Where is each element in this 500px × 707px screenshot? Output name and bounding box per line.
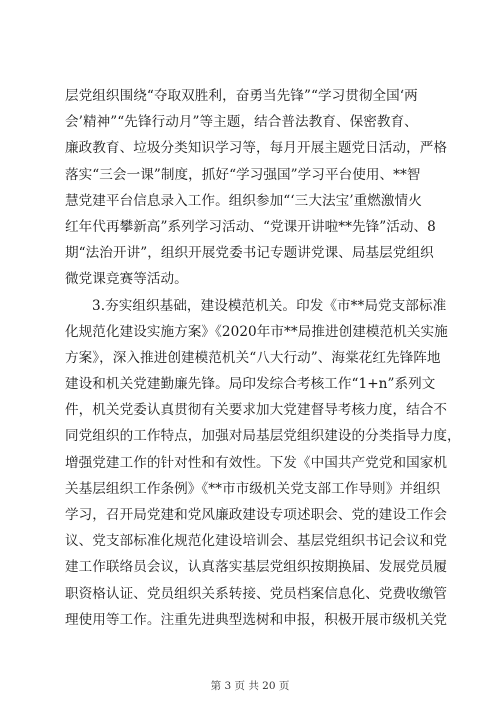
- text-line: 方案》，深入推进创建模范机关“八大行动”、海棠花红先锋阵地: [65, 349, 441, 366]
- text-line: 化规范化建设实施方案》《2020年市**局推进创建模范机关实施: [65, 323, 448, 340]
- text-line: 职资格认证、党员组织关系转接、党员档案信息化、党费收缴管: [65, 585, 448, 602]
- text-line: 同党组织的工作特点，加强对局基层党组织建设的分类指导力度，: [65, 428, 461, 445]
- text-line: 落实“三会一课”制度，抓好“学习强国”学习平台使用、**智: [65, 166, 421, 183]
- text-line: 建设和机关党建勤廉先锋。局印发综合考核工作“1+n”系列文: [65, 376, 436, 393]
- text-line: 学习，召开局党建和党风廉政建设专项述职会、党的建设工作会: [65, 507, 448, 523]
- text-line: 件，机关党委认真贯彻有关要求加大党建督导考核力度，结合不: [65, 402, 448, 419]
- text-line: 期“法治开讲”，组织开展党委书记专题讲党课、局基层党组织: [65, 245, 434, 262]
- text-line: 慧党建平台信息录入工作。组织参加“‘三大法宝’重燃激情火: [65, 192, 422, 209]
- text-line: 理使用等工作。注重先进典型选树和申报，积极开展市级机关党: [65, 611, 448, 628]
- text-line: 增强党建工作的针对性和有效性。下发《中国共产党党和国家机: [65, 454, 448, 471]
- text-line: 关基层组织工作条例》《**市市级机关党支部工作导则》并组织: [65, 480, 441, 497]
- paragraph-heading-line: 3.夯实组织基础，建设模范机关。印发《市**局党支部标准: [92, 297, 447, 314]
- text-line: 议、党支部标准化规范化建设培训会、基层党组织书记会议和党: [65, 533, 448, 550]
- text-line: 会’精神”“先锋行动月”等主题，结合普法教育、保密教育、: [65, 114, 418, 131]
- body-text: [65, 83, 461, 633]
- text-line: 红年代再攀新高”系列学习活动、“党课开讲啦**先锋”活动、8: [65, 218, 436, 235]
- text-line: 微党课竞赛等活动。: [65, 271, 188, 288]
- page-number-footer: 第 3 页 共 20 页: [210, 680, 290, 692]
- text-line: 层党组织围绕“夺取双胜利，奋勇当先锋”“学习贯彻全国‘两: [65, 88, 418, 104]
- text-line: 建工作联络员会议，认真落实基层党组织按期换届、发展党员履: [65, 559, 448, 576]
- text-line: 廉政教育、垃圾分类知识学习等，每月开展主题党日活动，严格: [65, 140, 448, 157]
